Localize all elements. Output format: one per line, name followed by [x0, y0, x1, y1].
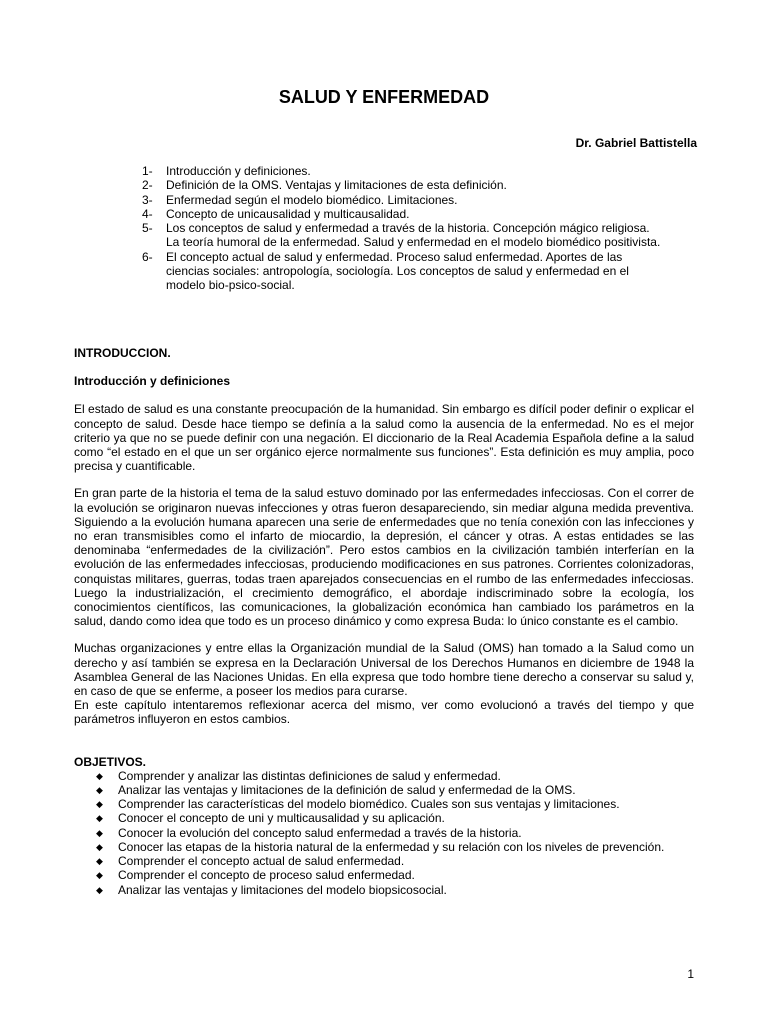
toc-text: Concepto de unicausalidad y multicausalidad.: [166, 206, 410, 221]
objective-text: Analizar las ventajas y limitaciones del modelo biopsicosocial.: [118, 882, 447, 897]
objective-text: Comprender y analizar las distintas definiciones de salud y enfermedad.: [118, 768, 501, 783]
introduction-heading: INTRODUCCION.: [74, 346, 171, 360]
objective-item: [74, 868, 694, 882]
paragraph: Muchas organizaciones y entre ellas la Organización mundial de la Salud (OMS) han tomado a la Salud como un derecho y así también se expresa en la Declaración Universal de los Derechos Humanos en diciembre de 1948 la Asamblea General de las Naciones Unidas. En ella expresa que todo hombre tiene derecho a conservar su salud y, en caso de que se enferme, a poseer los medios para curarse.: [74, 641, 694, 699]
toc-item: [142, 250, 662, 293]
objective-item: [74, 783, 694, 797]
paragraph: El estado de salud es una constante preocupación de la humanidad. Sin embargo es difícil poder definir o explicar el concepto de salud. Desde hace tiempo se definía a la salud como la ausencia de la enfermedad. No es el mejor criterio ya que no se puede definir con una negación. El diccionario de la Real Academia Española define a la salud como “el estado en el que un ser orgánico ejerce normalmente sus funciones”. Esta definición es muy amplia, poco precisa y cuantificable.: [74, 402, 694, 474]
diamond-bullet-icon: ◆: [96, 799, 103, 810]
objective-item: [74, 797, 694, 811]
objective-item: [74, 854, 694, 868]
toc-item: [142, 164, 662, 178]
toc-number: 4-: [142, 206, 153, 221]
diamond-bullet-icon: ◆: [96, 785, 103, 796]
toc-text: El concepto actual de salud y enfermedad. Proceso salud enfermedad. Aportes de las ciencias sociales: antropología, sociología. Los conceptos de salud y enfermedad en el modelo bio-psico-social.: [166, 249, 629, 293]
toc-item: [142, 207, 662, 221]
author-name: Dr. Gabriel Battistella: [575, 136, 697, 150]
objective-text: Comprender el concepto actual de salud enfermedad.: [118, 854, 405, 869]
toc-item: [142, 221, 662, 250]
diamond-bullet-icon: ◆: [96, 841, 103, 852]
diamond-bullet-icon: ◆: [96, 813, 103, 824]
toc-text: Los conceptos de salud y enfermedad a través de la historia. Concepción mágico religiosa. La teoría humoral de la enfermedad. Salud y enfermedad en el modelo biomédico positivista.: [166, 221, 661, 250]
diamond-bullet-icon: ◆: [96, 870, 103, 881]
objective-item: [74, 840, 694, 854]
document-body: [74, 346, 694, 897]
objective-text: Conocer la evolución del concepto salud enfermedad a través de la historia.: [118, 825, 522, 840]
objective-text: Conocer el concepto de uni y multicausalidad y su aplicación.: [118, 811, 445, 826]
toc-item: [142, 178, 662, 192]
paragraph: En este capítulo intentaremos reflexionar acerca del mismo, ver como evolucionó a través del tiempo y que parámetros influyeron en estos cambios.: [74, 698, 694, 727]
page-number: 1: [687, 967, 694, 981]
objective-text: Comprender las características del modelo biomédico. Cuales son sus ventajas y limitaciones.: [118, 797, 620, 812]
toc-number: 5-: [142, 221, 153, 236]
toc-number: 3-: [142, 192, 153, 207]
toc-text: Definición de la OMS. Ventajas y limitaciones de esta definición.: [166, 178, 507, 193]
objective-item: [74, 883, 694, 897]
toc-number: 6-: [142, 249, 153, 264]
toc-number: 1-: [142, 164, 153, 178]
diamond-bullet-icon: ◆: [96, 770, 103, 781]
toc-item: [142, 193, 662, 207]
diamond-bullet-icon: ◆: [96, 827, 103, 838]
table-of-contents: [142, 164, 662, 293]
diamond-bullet-icon: ◆: [96, 884, 103, 895]
toc-text: Introducción y definiciones.: [166, 164, 311, 178]
toc-number: 2-: [142, 178, 153, 193]
paragraph: En gran parte de la historia el tema de la salud estuvo dominado por las enfermedades infecciosas. Con el correr de la evolución se originaron nuevas infecciones y otras fueron desapareciendo, sin mediar alguna medida preventiva. Siguiendo a la evolución humana aparecen una serie de enfermedades que no tenía conexión con las infecciones y no eran transmisibles como el infarto de miocardio, la depresión, el cáncer y otras. A estas entidades se las denominaba “enfermedades de la civilización”. Pero estos cambios en la civilización también interferían en la evolución de las enfermedades infecciosas, produciendo modificaciones en sus patrones. Corrientes colonizadoras, conquistas militares, guerras, todas traen aparejados consecuencias en el rumbo de las enfermedades infecciosas. Luego la industrialización, el crecimiento demográfico, el abordaje indiscriminado sobre la ecología, los conocimientos científicos, las comunicaciones, la globalización económica han cambiado los parámetros en la salud, dando como idea que todo es un proceso dinámico y como expresa Buda: lo único constante es el cambio.: [74, 486, 694, 629]
objective-text: Comprender el concepto de proceso salud enfermedad.: [118, 868, 415, 883]
section-heading: Introducción y definiciones: [74, 374, 231, 389]
objective-text: Analizar las ventajas y limitaciones de la definición de salud y enfermedad de la OMS.: [118, 783, 576, 798]
objective-text: Conocer las etapas de la historia natural de la enfermedad y su relación con los niveles de prevención.: [118, 839, 665, 854]
toc-text: Enfermedad según el modelo biomédico. Limitaciones.: [166, 192, 458, 207]
objective-item: [74, 826, 694, 840]
objective-item: [74, 769, 694, 783]
objectives-heading: OBJETIVOS.: [74, 754, 147, 769]
document-title: SALUD Y ENFERMEDAD: [278, 87, 490, 107]
objectives-list: [74, 769, 694, 897]
objective-item: [74, 811, 694, 825]
diamond-bullet-icon: ◆: [96, 856, 103, 867]
